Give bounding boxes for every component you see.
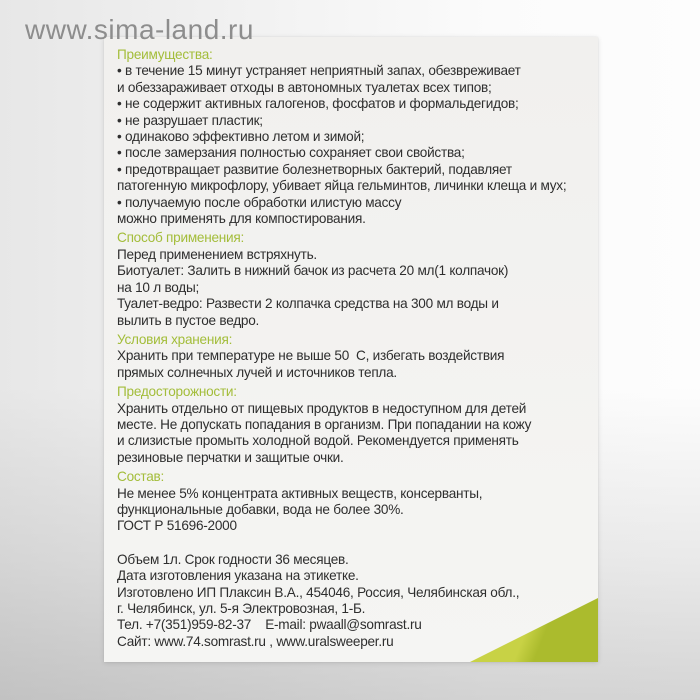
text-line: резиновые перчатки и защитые очки. — [117, 449, 344, 465]
text-line: патогенную микрофлору, убивает яйца гельминтов, личинки клеща и мух; — [117, 178, 567, 194]
section-advantages — [117, 47, 590, 227]
text-line: ГОСТ Р 51696-2000 — [117, 518, 237, 534]
section-lines — [117, 63, 590, 227]
section-heading: Преимущества: — [117, 47, 213, 62]
text-line: Туалет-ведро: Развести 2 колпачка средства на 300 мл воды и — [117, 296, 499, 312]
section-precautions — [117, 384, 590, 466]
text-line: и слизистые промыть холодной водой. Рекомендуется применять — [117, 433, 519, 449]
text-line: Тел. +7(351)959-82-37 E-mail: pwaall@somrast.ru — [117, 617, 422, 633]
product-label — [104, 37, 598, 662]
text-line: • в течение 15 минут устраняет неприятный запах, обезвреживает — [117, 63, 521, 79]
section-usage — [117, 230, 590, 328]
text-line: • после замерзания полностью сохраняет свои свойства; — [117, 145, 465, 161]
watermark: www.sima-land.ru — [25, 14, 254, 45]
text-line: Сайт: www.74.somrast.ru , www.uralsweeper.ru — [117, 633, 394, 649]
section-lines — [117, 247, 590, 329]
text-line: Хранить отдельно от пищевых продуктов в недоступном для детей — [117, 400, 527, 416]
section-heading: Способ применения: — [117, 230, 245, 246]
text-line: вылить в пустое ведро. — [117, 312, 260, 328]
text-line: • не содержит активных галогенов, фосфатов и формальдегидов; — [117, 96, 519, 112]
text-line: Изготовлено ИП Плаксин В.А., 454046, Россия, Челябинская обл., — [117, 584, 520, 600]
text-line: прямых солнечных лучей и источников тепла. — [117, 364, 397, 380]
text-line: на 10 л воды; — [117, 279, 200, 295]
text-line: и обеззараживает отходы в автономных туалетах всех типов; — [117, 79, 492, 95]
text-line: Не менее 5% концентрата активных веществ, консерванты, — [117, 485, 483, 501]
text-line: Объем 1л. Срок годности 36 месяцев. — [117, 551, 349, 567]
section-lines — [117, 348, 590, 381]
text-line: Хранить при температуре не выше 50 С, избегать воздействия — [117, 348, 505, 364]
footer-info — [117, 552, 590, 650]
text-line: • получаемую после обработки илистую массу — [117, 194, 402, 210]
section-heading: Предосторожности: — [117, 384, 237, 400]
section-storage — [117, 332, 590, 381]
text-line: можно применять для компостирования. — [117, 211, 366, 227]
text-line: • не разрушает пластик; — [117, 112, 263, 128]
text-line: функциональные добавки, вода не более 30%. — [117, 501, 404, 517]
text-line: • предотвращает развитие болезнетворных бактерий, подавляет — [117, 161, 512, 177]
section-heading: Условия хранения: — [117, 331, 233, 347]
text-line: • одинаково эффективно летом и зимой; — [117, 129, 365, 145]
section-lines — [117, 401, 590, 467]
text-line: г. Челябинск, ул. 5-я Электровозная, 1-Б. — [117, 601, 366, 616]
text-line: Дата изготовления указана на этикетке. — [117, 568, 359, 584]
section-lines — [117, 486, 590, 535]
text-line: Перед применением встряхнуть. — [117, 246, 317, 262]
section-heading: Состав: — [117, 469, 165, 485]
text-line: Биотуалет: Залить в нижний бачок из расчета 20 мл(1 колпачок) — [117, 263, 509, 279]
text-line: месте. Не допускать попадания в организм. При попадании на кожу — [117, 416, 532, 432]
section-composition — [117, 469, 590, 535]
